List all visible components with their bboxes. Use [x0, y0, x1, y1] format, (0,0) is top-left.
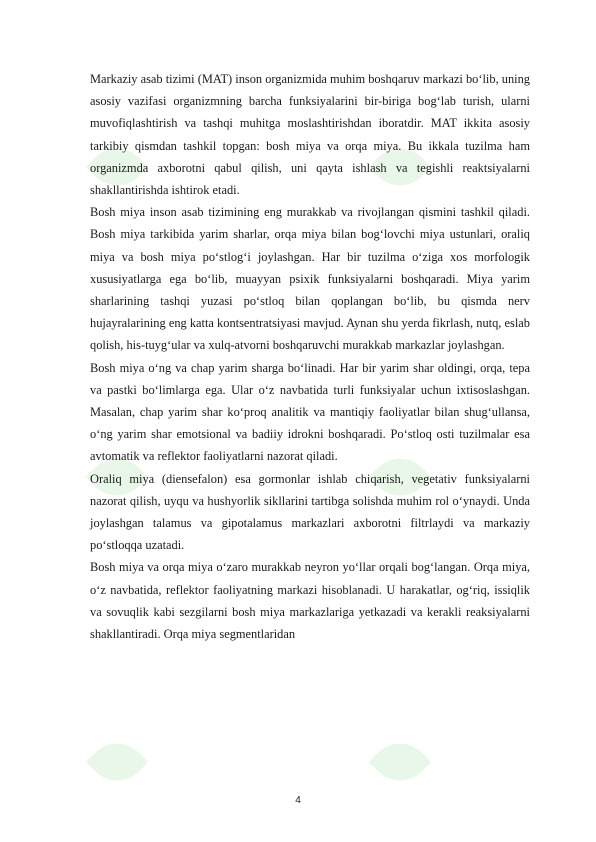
paragraph-orqa-miya: Bosh miya va orqa miya o‘zaro murakkab neyron yo‘llar orqali bog‘langan. Orqa miya, o‘z navbatida, reflektor faoliyatning markazi hisoblanadi. U harakatlar, og‘riq, issiqlik va sovuqlik kabi sezgilarni bosh miya markazlariga yetkazadi va kerakli reaksiyalarni shakllantiradi. Orqa miya segmentlaridan [90, 560, 530, 642]
watermark-leaf-icon [86, 731, 148, 793]
paragraph-mat-intro: Markaziy asab tizimi (MAT) inson organizmida muhim boshqaruv markazi bo‘lib, uning asosiy vazifasi organizmning barcha funksiyalarini bir-biriga bog‘lab turish, ularni muvofiqlashtirish va tashqi muhitga moslashtirishdan iboratdir. MAT ikkita asosiy tarkibiy qismdan tashkil topgan: bosh miya va orqa miya. Bu ikkala tuzilma ham organizmda axborotni qabul qilish, uni qayta ishlash va tegishli reaktsiyalarni shakllantirishda ishtirok etadi. [90, 72, 530, 198]
body-text [90, 68, 530, 645]
paragraph-oraliq-miya: Oraliq miya (diensefalon) esa gormonlar ishlab chiqarish, vegetativ funksiyalarni nazorat qilish, uyqu va hushyorlik sikllarini tartibga solishda muhim rol o‘ynaydi. Unda joylashgan talamus va gipotalamus markazlari axborotni filtrlaydi va markaziy po‘stloqqa uzatadi. [90, 471, 530, 553]
page-number: 4 [295, 795, 301, 806]
watermark-leaf-icon [369, 731, 431, 793]
paragraph-yarim-sharlar: Bosh miya o‘ng va chap yarim sharga bo‘linadi. Har bir yarim shar oldingi, orqa, tepa va pastki bo‘limlarga ega. Ular o‘z navbatida turli funksiyalar uchun ixtisoslashgan. Masalan, chap yarim shar ko‘proq analitik va mantiqiy faoliyatlar bilan shug‘ullansa, o‘ng yarim shar emotsional va badiiy idrokni boshqaradi. Po‘stloq osti tuzilmalar esa avtomatik va reflektor faoliyatlarni nazorat qiladi. [90, 360, 530, 464]
paragraph-bosh-miya: Bosh miya inson asab tizimining eng murakkab va rivojlangan qismini tashkil qiladi. Bosh miya tarkibida yarim sharlar, orqa miya bilan bog‘lovchi miya ustunlari, oraliq miya va bosh miya po‘stlog‘i joylashgan. Har bir tuzilma o‘ziga xos morfologik xususiyatlarga ega bo‘lib, muayyan psixik funksiyalarni boshqaradi. Miya yarim sharlarining tashqi yuzasi po‘stloq bilan qoplangan bo‘lib, bu qismda nerv hujayralarining eng katta kontsentratsiyasi mavjud. Aynan shu yerda fikrlash, nutq, eslab qolish, his-tuyg‘ular va xulq-atvorni boshqaruvchi murakkab markazlar joylashgan. [90, 205, 530, 353]
